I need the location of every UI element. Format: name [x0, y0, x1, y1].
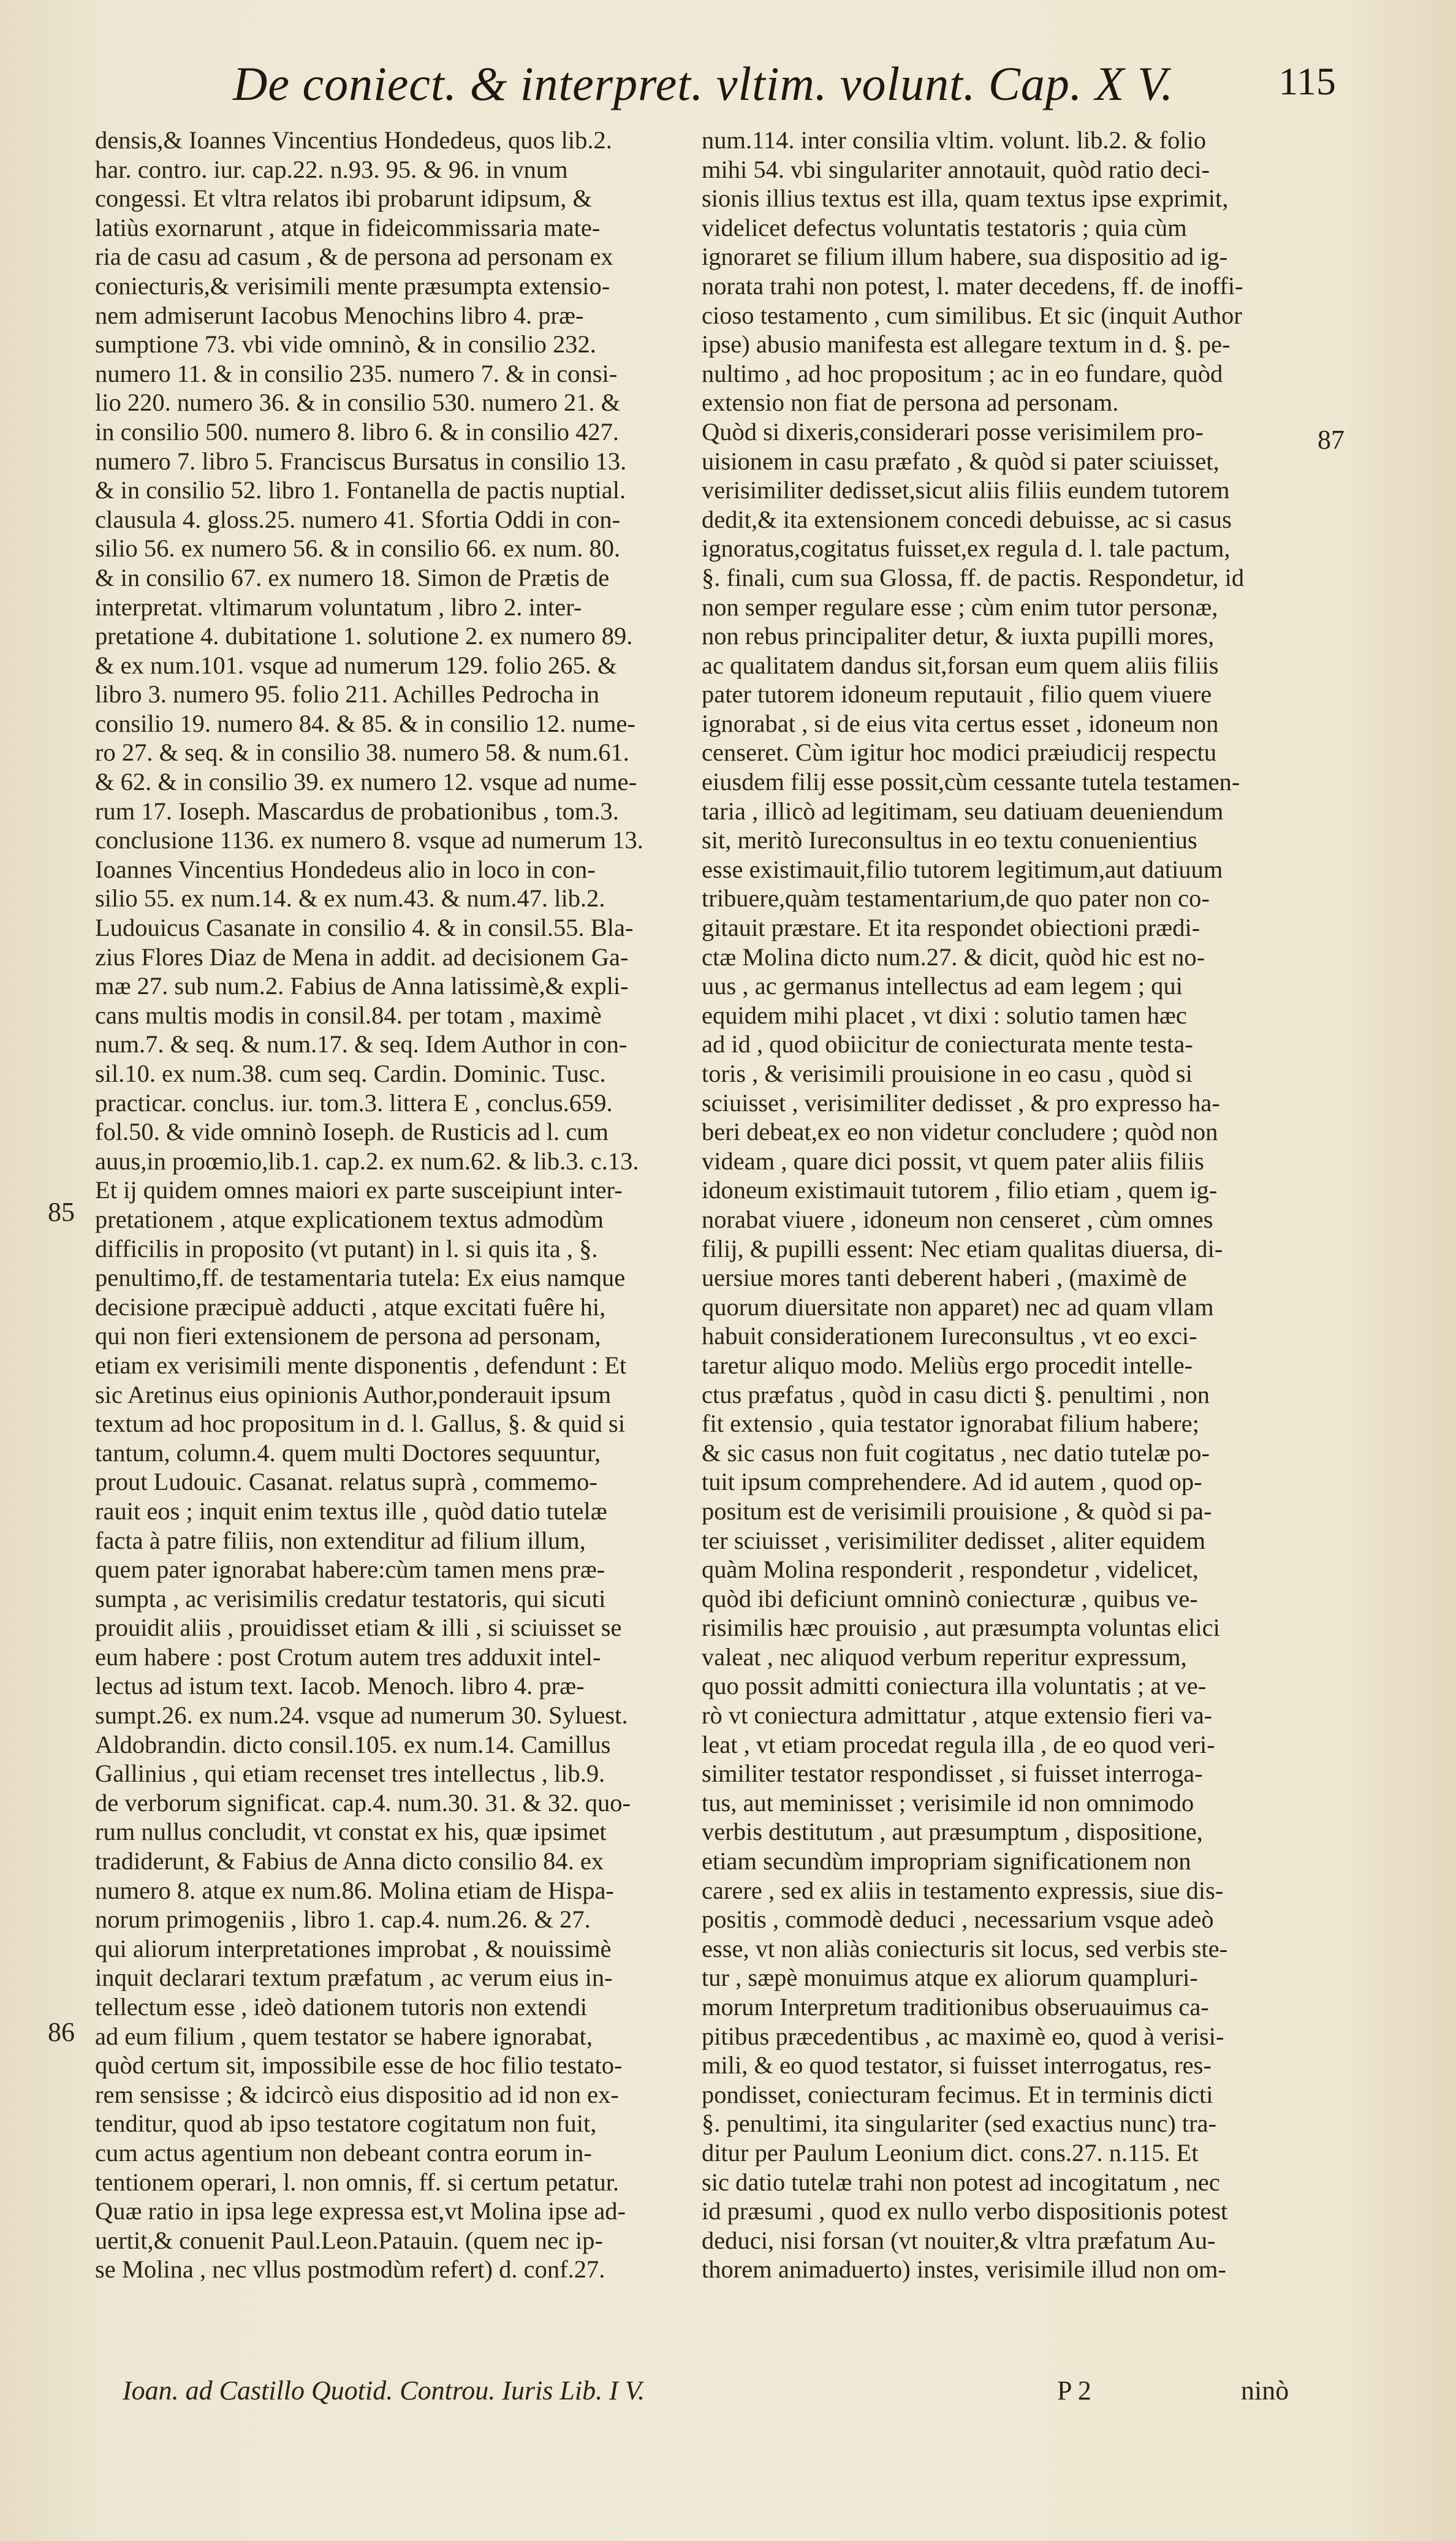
- text-line: ad eum filium , quem testator se habere ignorabat,: [95, 2022, 593, 2050]
- text-line: mihi 54. vbi singulariter annotauit, quòd ratio deci-: [702, 155, 1210, 183]
- margin-number-87: 87: [1318, 425, 1344, 455]
- text-line: tradiderunt, & Fabius de Anna dicto consilio 84. ex: [95, 1847, 604, 1875]
- text-line: tribuere,quàm testamentarium,de quo pater non co-: [702, 884, 1210, 913]
- text-line: difficilis in proposito (vt putant) in l. si quis ita , §.: [95, 1234, 598, 1263]
- text-line: & in consilio 52. libro 1. Fontanella de pactis nuptial.: [95, 476, 626, 504]
- text-line: sic Aretinus eius opinionis Author,ponderauit ipsum: [95, 1380, 612, 1408]
- text-line: rauit eos ; inquit enim textus ille , quòd datio tutelæ: [95, 1497, 607, 1525]
- text-line: consilio 19. numero 84. & 85. & in consilio 12. nume-: [95, 709, 635, 737]
- text-line: etiam ex verisimili mente disponentis , defendunt : Et: [95, 1351, 627, 1379]
- text-line: mæ 27. sub num.2. Fabius de Anna latissimè,& expli-: [95, 972, 629, 1000]
- text-line: prout Ludouic. Casanat. relatus suprà , commemo-: [95, 1468, 597, 1496]
- text-line: mili, & eo quod testator, si fuisset interrogatus, res-: [702, 2051, 1211, 2080]
- text-line: rò vt coniectura admittatur , atque extensio fieri va-: [702, 1701, 1213, 1730]
- text-line: toris , & verisimili prouisione in eo casu , quòd si: [702, 1060, 1192, 1087]
- margin-number-86: 86: [48, 2017, 75, 2047]
- text-line: tus, aut meminisset ; verisimile id non omnimodo: [702, 1788, 1194, 1817]
- text-line: & in consilio 67. ex numero 18. Simon de Prætis de: [95, 563, 610, 591]
- text-line: rem sensisse ; & idcircò eius dispositio ad id non ex-: [95, 2080, 619, 2108]
- text-line: congessi. Et vltra relatos ibi probarunt idipsum, &: [95, 184, 592, 213]
- text-line: prouidit aliis , prouidisset etiam & illi , si sciuisset se: [95, 1614, 622, 1642]
- text-line: taria , illicò ad legitimam, seu datiuam deueniendum: [702, 797, 1224, 825]
- text-line: §. finali, cum sua Glossa, ff. de pactis. Respondetur, id: [702, 563, 1245, 591]
- text-line: interpretat. vltimarum voluntatum , libro 2. inter-: [95, 593, 582, 621]
- text-line: sumpt.26. ex num.24. vsque ad numerum 30. Syluest.: [95, 1701, 628, 1730]
- text-line: sumpta , ac verisimilis credatur testatoris, qui sicuti: [95, 1584, 606, 1612]
- text-line: esse, vt non aliàs coniecturis sit locus, sed verbis ste-: [702, 1934, 1228, 1962]
- text-line: ter sciuisset , verisimiliter dedisset , aliter equidem: [702, 1526, 1206, 1554]
- text-line: deduci, nisi forsan (vt nouiter,& vltra præfatum Au-: [702, 2226, 1216, 2254]
- text-line: leat , vt etiam procedat regula illa , de eo quod veri-: [702, 1730, 1215, 1758]
- text-line: Ioannes Vincentius Hondedeus alio in loco in con-: [95, 855, 596, 883]
- text-line: lectus ad istum text. Iacob. Menoch. libro 4. præ-: [95, 1672, 585, 1700]
- text-line: num.7. & seq. & num.17. & seq. Idem Author in con-: [95, 1030, 628, 1058]
- text-line: nultimo , ad hoc propositum ; ac in eo fundare, quòd: [702, 359, 1223, 387]
- text-line: quem pater ignorabat habere:cùm tamen mens præ-: [95, 1555, 605, 1584]
- text-line: latiùs exornarunt , atque in fideicommissaria mate-: [95, 213, 601, 241]
- text-line: quòd certum sit, impossibile esse de hoc filio testato-: [95, 2051, 623, 2080]
- text-line: penultimo,ff. de testamentaria tutela: Ex eius namque: [95, 1264, 626, 1292]
- text-line: ctæ Molina dicto num.27. & dicit, quòd hic est no-: [702, 943, 1205, 971]
- text-line: lio 220. numero 36. & in consilio 530. numero 21. &: [95, 389, 621, 417]
- text-line: rum 17. Ioseph. Mascardus de probationibus , tom.3.: [95, 797, 619, 825]
- text-line: & ex num.101. vsque ad numerum 129. folio 265. &: [95, 651, 617, 679]
- text-line: ac qualitatem dandus sit,forsan eum quem aliis filiis: [702, 651, 1219, 679]
- text-line: valeat , nec aliquod verbum reperitur expressum,: [702, 1643, 1187, 1671]
- right-text-column: [702, 126, 1293, 2284]
- text-line: uisionem in casu præfato , & quòd si pater sciuisset,: [702, 447, 1219, 475]
- text-line: numero 8. atque ex num.86. Molina etiam de Hispa-: [95, 1876, 614, 1904]
- text-line: gitauit præstare. Et ita respondet obiectioni prædi-: [702, 914, 1200, 942]
- text-line: Quòd si dixeris,considerari posse verisimilem pro-: [702, 417, 1204, 446]
- text-line: habuit considerationem Iureconsultus , vt eo exci-: [702, 1322, 1197, 1350]
- text-line: thorem animaduerto) instes, verisimile illud non om-: [702, 2255, 1226, 2284]
- text-line: verisimiliter dedisset,sicut aliis filiis eundem tutorem: [702, 476, 1230, 504]
- running-title: De coniect. & interpret. vltim. volunt. Cap. X V.: [233, 57, 1174, 110]
- text-line: esse existimauit,filio tutorem legitimum,aut datiuum: [702, 855, 1223, 883]
- text-line: practicar. conclus. iur. tom.3. littera E , conclus.659.: [95, 1088, 613, 1117]
- text-line: beri debeat,ex eo non videtur concludere ; quòd non: [702, 1118, 1218, 1146]
- text-line: nem admiserunt Iacobus Menochins libro 4. præ-: [95, 301, 584, 329]
- text-line: densis,& Ioannes Vincentius Hondedeus, quos lib.2.: [95, 126, 612, 154]
- text-line: cioso testamento , cum similibus. Et sic (inquit Author: [702, 301, 1242, 329]
- text-line: ria de casu ad casum , & de persona ad personam ex: [95, 243, 613, 271]
- text-line: Aldobrandin. dicto consil.105. ex num.14. Camillus: [95, 1730, 611, 1758]
- text-line: & 62. & in consilio 39. ex numero 12. vsque ad nume-: [95, 768, 637, 796]
- text-line: pretationem , atque explicationem textus admodùm: [95, 1205, 604, 1233]
- text-line: & sic casus non fuit cogitatus , nec datio tutelæ po-: [702, 1438, 1210, 1467]
- text-line: quo possit admitti coniectura illa voluntatis ; at ve-: [702, 1672, 1207, 1700]
- signature-mark: P 2: [1057, 2376, 1091, 2406]
- text-line: silio 55. ex num.14. & ex num.43. & num.47. lib.2.: [95, 884, 605, 913]
- text-line: pater tutorem idoneum reputauit , filio quem viuere: [702, 680, 1212, 708]
- text-line: sil.10. ex num.38. cum seq. Cardin. Dominic. Tusc.: [95, 1060, 606, 1087]
- text-line: non semper regulare esse ; cùm enim tutor personæ,: [702, 593, 1218, 621]
- text-line: coniecturis,& verisimili mente præsumpta extensio-: [95, 272, 610, 300]
- text-line: pitibus præcedentibus , ac maximè eo, quod à verisi-: [702, 2022, 1224, 2050]
- text-line: num.114. inter consilia vltim. volunt. lib.2. & folio: [702, 126, 1207, 154]
- text-line: carere , sed ex aliis in testamento expressis, siue dis-: [702, 1876, 1224, 1904]
- text-line: qui non fieri extensionem de persona ad personam,: [95, 1322, 601, 1350]
- text-line: Et ij quidem omnes maiori ex parte susceipiunt inter-: [95, 1176, 623, 1204]
- text-line: in consilio 500. numero 8. libro 6. & in consilio 427.: [95, 417, 619, 446]
- text-line: decisione præcipuè adducti , atque excitati fuêre hi,: [95, 1293, 606, 1321]
- text-line: non rebus principaliter detur, & iuxta pupilli mores,: [702, 622, 1215, 650]
- text-line: auus,in proœmio,lib.1. cap.2. ex num.62. & lib.3. c.13.: [95, 1147, 639, 1175]
- left-text-column: [95, 126, 662, 2284]
- text-line: clausula 4. gloss.25. numero 41. Sfortia Oddi in con-: [95, 505, 621, 533]
- text-line: inquit declarari textum præfatum , ac verum eius in-: [95, 1964, 613, 1992]
- text-line: tentionem operari, l. non omnis, ff. si certum petatur.: [95, 2168, 620, 2196]
- text-line: videlicet defectus voluntatis testatoris ; quia cùm: [702, 213, 1187, 241]
- text-line: ad id , quod obiicitur de coniecturata mente testa-: [702, 1030, 1193, 1058]
- text-line: eiusdem filij esse possit,cùm cessante tutela testamen-: [702, 768, 1240, 796]
- text-line: quòd ibi deficiunt omninò coniecturæ , quibus ve-: [702, 1584, 1198, 1612]
- text-line: pondisset, coniecturam fecimus. Et in terminis dicti: [702, 2080, 1213, 2108]
- text-line: zius Flores Diaz de Mena in addit. ad decisionem Ga-: [95, 943, 629, 971]
- text-line: cans multis modis in consil.84. per totam , maximè: [95, 1001, 602, 1029]
- text-line: sit, meritò Iureconsultus in eo textu conuenientius: [702, 826, 1197, 854]
- text-line: videam , quare dici possit, vt quem pater aliis filiis: [702, 1147, 1204, 1175]
- text-line: positis , commodè deduci , necessarium vsque adeò: [702, 1905, 1214, 1934]
- text-line: pretatione 4. dubitatione 1. solutione 2. ex numero 89.: [95, 622, 633, 650]
- text-line: uersiue mores tanti deberent haberi , (maximè de: [702, 1264, 1187, 1292]
- text-line: tellectum esse , ideò dationem tutoris non extendi: [95, 1993, 588, 2021]
- text-line: quorum diuersitate non apparet) nec ad quam vllam: [702, 1293, 1214, 1321]
- text-line: idoneum existimauit tutorem , filio etiam , quem ig-: [702, 1176, 1218, 1204]
- text-line: quàm Molina responderit , respondetur , videlicet,: [702, 1555, 1199, 1584]
- text-line: morum Interpretum traditionibus obseruauimus ca-: [702, 1993, 1209, 2021]
- text-line: extensio non fiat de persona ad personam.: [702, 389, 1119, 417]
- text-line: tenditur, quod ab ipso testatore cogitatum non fuit,: [95, 2110, 597, 2138]
- text-line: dedit,& ita extensionem concedi debuisse, ac si casus: [702, 505, 1232, 533]
- text-line: ignoratus,cogitatus fuisset,ex regula d. l. tale pactum,: [702, 534, 1230, 563]
- text-line: sionis illius textus est illa, quam textus ipse exprimit,: [702, 184, 1229, 213]
- text-line: filij, & pupilli essent: Nec etiam qualitas diuersa, di-: [702, 1234, 1223, 1263]
- text-line: §. penultimi, ita singulariter (sed exactius nunc) tra-: [702, 2110, 1217, 2138]
- text-line: verbis destitutum , aut præsumptum , dispositione,: [702, 1818, 1203, 1846]
- text-line: numero 11. & in consilio 235. numero 7. & in consi-: [95, 359, 618, 387]
- text-line: rum nullus concludit, vt constat ex his, quæ ipsimet: [95, 1818, 607, 1846]
- text-line: de verborum significat. cap.4. num.30. 31. & 32. quo-: [95, 1788, 631, 1817]
- text-line: etiam secundùm impropriam significationem non: [702, 1847, 1191, 1875]
- text-line: similiter testator respondisset , si fuisset interroga-: [702, 1760, 1203, 1788]
- text-line: se Molina , nec vllus postmodùm refert) d. conf.27.: [95, 2255, 605, 2284]
- page-number: 115: [1278, 59, 1336, 103]
- text-line: Quæ ratio in ipsa lege expressa est,vt Molina ipse ad-: [95, 2197, 626, 2225]
- text-line: ignorabat , si de eius vita certus esset , idoneum non: [702, 709, 1219, 737]
- text-line: tuit ipsum comprehendere. Ad id autem , quod op-: [702, 1468, 1202, 1496]
- text-line: tantum, column.4. quem multi Doctores sequuntur,: [95, 1438, 601, 1467]
- text-line: uertit,& conuenit Paul.Leon.Patauin. (quem nec ip-: [95, 2226, 603, 2254]
- text-line: har. contro. iur. cap.22. n.93. 95. & 96. in vnum: [95, 155, 568, 183]
- text-line: sciuisset , verisimiliter dedisset , & pro expresso ha-: [702, 1088, 1220, 1117]
- text-line: positum est de verisimili prouisione , & quòd si pa-: [702, 1497, 1212, 1525]
- text-line: ro 27. & seq. & in consilio 38. numero 58. & num.61.: [95, 739, 629, 767]
- text-line: ignoraret se filium illum habere, sua dispositio ad ig-: [702, 243, 1228, 271]
- text-line: sic datio tutelæ trahi non potest ad incogitatum , nec: [702, 2168, 1220, 2196]
- text-line: uus , ac germanus intellectus ad eam legem ; qui: [702, 972, 1183, 1000]
- text-line: ctus præfatus , quòd in casu dicti §. penultimi , non: [702, 1380, 1210, 1408]
- text-line: libro 3. numero 95. folio 211. Achilles Pedrocha in: [95, 680, 599, 708]
- text-line: cum actus agentium non debeant contra eorum in-: [95, 2138, 592, 2167]
- text-line: sumptione 73. vbi vide omninò, & in consilio 232.: [95, 330, 596, 359]
- text-line: ditur per Paulum Leonium dict. cons.27. n.115. Et: [702, 2138, 1199, 2167]
- text-line: numero 7. libro 5. Franciscus Bursatus in consilio 13.: [95, 447, 627, 475]
- text-line: silio 56. ex numero 56. & in consilio 66. ex num. 80.: [95, 534, 621, 563]
- text-line: norum primogeniis , libro 1. cap.4. num.26. & 27.: [95, 1905, 591, 1934]
- text-line: Ludouicus Casanate in consilio 4. & in consil.55. Bla-: [95, 914, 634, 942]
- text-line: risimilis hæc prouisio , aut præsumpta voluntas elici: [702, 1614, 1220, 1642]
- text-line: norabat viuere , idoneum non censeret , cùm omnes: [702, 1205, 1213, 1233]
- text-line: textum ad hoc propositum in d. l. Gallus, §. & quid si: [95, 1410, 626, 1438]
- text-line: facta à patre filiis, non extenditur ad filium illum,: [95, 1526, 586, 1554]
- margin-number-85: 85: [48, 1197, 75, 1227]
- text-line: censeret. Cùm igitur hoc modici præiudicij respectu: [702, 739, 1217, 767]
- text-line: id præsumi , quod ex nullo verbo dispositionis potest: [702, 2197, 1228, 2225]
- text-line: ipse) abusio manifesta est allegare textum in d. §. pe-: [702, 330, 1230, 359]
- text-line: qui aliorum interpretationes improbat , & nouissimè: [95, 1934, 612, 1962]
- text-line: Gallinius , qui etiam recenset tres intellectus , lib.9.: [95, 1760, 605, 1788]
- text-line: eum habere : post Crotum autem tres adduxit intel-: [95, 1643, 601, 1671]
- text-line: taretur aliquo modo. Meliùs ergo procedit intelle-: [702, 1351, 1193, 1379]
- text-line: equidem mihi placet , vt dixi : solutio tamen hæc: [702, 1001, 1187, 1029]
- running-foot: Ioan. ad Castillo Quotid. Controu. Iuris Lib. I V.: [123, 2376, 645, 2406]
- text-line: fit extensio , quia testator ignorabat filium habere;: [702, 1410, 1199, 1438]
- text-line: norata trahi non potest, l. mater decedens, ff. de inoffi-: [702, 272, 1243, 300]
- text-line: tur , sæpè monuimus atque ex aliorum quampluri-: [702, 1964, 1198, 1992]
- page-header: [233, 56, 1336, 112]
- text-line: conclusione 1136. ex numero 8. vsque ad numerum 13.: [95, 826, 643, 854]
- text-line: fol.50. & vide omninò Ioseph. de Rusticis ad l. cum: [95, 1118, 609, 1146]
- catchword: ninò: [1241, 2376, 1289, 2406]
